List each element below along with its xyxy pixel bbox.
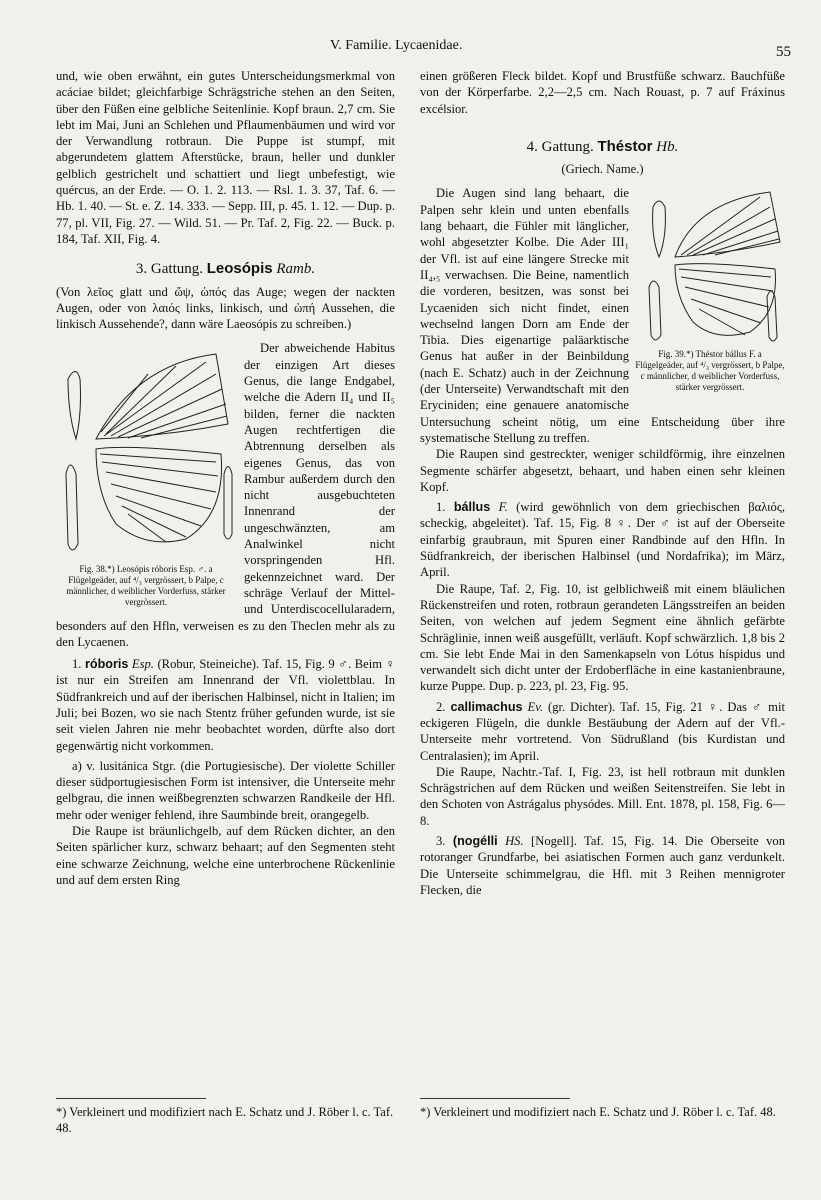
- hindwing-outline-39: [675, 264, 775, 336]
- species-ballus: 1. bállus F. (wird gewöhnlich von dem griechischen βαλιός, scheckig, abgeleitet). Taf. 15, Fig. 8 ♀. Der ♂ ist auf der Oberseite einfarbig graubraun, mit Spuren einer Randbinde auf den Hfln. In Südfrankreich, der iberischen Halbinsel (und Nordafrika); im März, April.: [420, 500, 785, 580]
- caterpillar-ballus: Die Raupe, Taf. 2, Fig. 10, ist gelblichweiß mit einem bläulichen Rückenstreifen und roten, rotbraun gerandeten Längsstreifen an beiden Seiten, von welchen auf jedem Segment eine ähnlich gefärbte Schräglinie, innen weiß ausgefüllt, verläuft. Kopf schwärzlich. 1,8 bis 2 cm. Sie lebt Ende Mai in den Samenkapseln von Lótus híspidus und verwandelt sich dicht unter der Erdoberfläche in eine kastanienbraune, kurze Puppe. Dup. p. 223, pl. 23, Fig. 95.: [420, 581, 785, 694]
- right-column: [420, 68, 785, 898]
- species-nogelli: 3. (nogélli HS. [Nogell]. Taf. 15, Fig. 14. Die Oberseite von rotoranger Grundfarbe, bei asiatischen Formen auch ganz verdunkelt. Die Unterseite schimmelgrau, die Hfl. mit 3 Reihen mennigroter Flecken, die: [420, 834, 786, 897]
- figure-39-caption: Fig. 39.*) Théstor bállus F. a Flügelgeäder, auf ⁴/₃ vergrössert, b Palpe, c männlicher, d weiblicher Vorderfuss, stärker vergrössert.: [635, 349, 785, 393]
- genus-description: Der abweichende Habitus der einzigen Art dieses Genus, die lange Endgabel, welche die Adern II₄ und II₅ bilden, ferner die nackten Augen rechtfertigen die Abtrennung derselben als eigenes Genus, das von Rambur außerdem durch den nicht ausgebuchteten Innenrand der ungeschwänzten, am Analwinkel nicht vorspringenden Hfl. gekennzeichnet ward. Der schräge Verlauf der Mittel- und Unterdiscocellularadern, besonders auf den Hfln, verweisen es zu den Theclen mehr als zu den Lycaenen.: [56, 341, 395, 649]
- species-roboris: 1. róboris Esp. (Robur, Steineiche). Taf. 15, Fig. 9 ♂. Beim ♀ ist nur ein Streifen am Innenrand der Vfl. violettblau. In Südfrankreich und auf der iberischen Halbinsel, nicht in Italien; im Juli; bei Bozen, wo sie nach Stentz früher gefunden wurde, ist sie seit vielen Jahren nie mehr beobachtet worden, dürfte also dort gegenwärtig nicht vorkommen.: [56, 657, 395, 753]
- footnote-right: *) Verkleinert und modifiziert nach E. Schatz und J. Röber l. c. Taf. 48.: [420, 1105, 776, 1119]
- hindwing-veins: [100, 454, 218, 542]
- species-callimachus: 2. callimachus Ev. (gr. Dichter). Taf. 15, Fig. 21 ♀. Das ♂ mit eckigeren Flügeln, die dunkle Bestäubung der Adern auf der Vfl.-Unterseite mehr vortretend. Von Südrußland (bis Kurdistan und Centralasien); im April.: [420, 699, 785, 763]
- foreleg-c: [66, 465, 78, 550]
- page-number: 55: [776, 44, 791, 60]
- caterpillar-general: Die Raupen sind gestreckter, weniger schildförmig, ihre einzelnen Segmente schärfer abgesetzt, behaart, und haben einen sehr kleinen Kopf.: [420, 447, 785, 494]
- palpe-b-39: [653, 201, 666, 257]
- palpe-b: [68, 372, 81, 440]
- foreleg-c-39: [649, 281, 661, 340]
- footnote-rule-right: [420, 1098, 570, 1099]
- etymology-thestor: (Griech. Name.): [561, 162, 644, 177]
- left-column: [56, 68, 395, 888]
- caterpillar-callimachus: Die Raupe, Nachtr.-Taf. I, Fig. 23, ist hell rotbraun mit dunklen Schrägstrichen auf dem Rücken und weißen Seitenstreifen. Sie lebt in den Schoten von Astrágalus physódes. Mill. Ent. 1878, pl. 158, Fig. 6—8.: [420, 764, 785, 828]
- genus-heading-leosopis: 3. Gattung. Leosópis Ramb.: [135, 260, 316, 278]
- wing-venation-drawing-38: [56, 344, 236, 562]
- footnote-left: *) Verkleinert und modifiziert nach E. Schatz und J. Röber l. c. Taf. 48.: [56, 1105, 394, 1135]
- etymology-note: (Von λεῖος glatt und ὤψ, ὠπός das Auge; wegen der nackten Augen, oder von λαιός links, linkisch, und ὠπή Aussehen, die linkisch Aussehende?, dann wäre Laeosópis zu schreiben.): [56, 284, 395, 332]
- genus-heading-thestor: 4. Gattung. Théstor Hb.: [526, 137, 679, 155]
- foreleg-d-39: [767, 291, 777, 341]
- genus-description-thestor: Die Augen sind lang behaart, die Palpen sehr klein und unten ebenfalls lang behaart, die Fühler mit länglicher, wohl abgesetzter Kolbe. Die Ader III₁ der Vfl. ist auf eine längere Strecke mit II₄,₅ verwachsen. Die Beine, namentlich die vorderen, besitzen, was sonst bei Lycaeniden sich nicht findet, einen wechselnd langen Dorn am Ende der Tibia. Dies eigenartige paläarktische Genus hat außer in der Beinbildung (nach E. Schatz) auch in der Zeichnung (der Unterseite) Verwandtschaft mit den Eryciniden; eine genauere anatomische Untersuchung scheint nötig, um eine Entscheidung über ihre systematische Stellung zu treffen.: [420, 186, 785, 445]
- figure-38-caption: Fig. 38.*) Leosópis róboris Esp. ♂. a Flügelgeäder, auf ⁴/₃ vergrössert, b Palpe, c männlicher, d weiblicher Vorderfuss, stärker vergrössert.: [66, 564, 226, 608]
- wing-venation-drawing-39: [635, 187, 785, 347]
- running-title: V. Familie. Lycaenidae.: [330, 38, 463, 53]
- figure-39: [635, 187, 785, 402]
- running-head: [0, 38, 821, 58]
- variety-lusitanica: a) v. lusitánica Stgr. (die Portugiesische). Der violette Schiller dieser südportugiesischen Form ist intensiver, die Unterseite mehr gelbgrau, die innen weißbegrenzten schwarzen Randkeile der Hfl. mehr oder weniger fehlend, ihre Saumbinde breit, orangegelb.: [56, 758, 395, 822]
- forewing-veins: [101, 362, 227, 438]
- paragraph-continuation: und, wie oben erwähnt, ein gutes Unterscheidungsmerkmal von acáciae bildet; gleichfarbige Schrägstriche stehen an den Seiten, über den Füßen eine gelbliche Seitenlinie. Kopf braun. 2,7 cm. Sie lebt im Mai, Juni an Schlehen und Pflaumenbäumen und wird vor der Verwandlung rotbraun. Die Puppe ist stumpf, mit abgerundetem glattem Afterstücke, braun, heller und dunkler gelblich gestrichelt und schattiert und liegt unbefestigt, wie quércus, an der Erde. — O. 1. 2. 113. — Rsl. 1. 3. 37, Taf. 6. — Hb. 1. 40. — St. e. Z. 14. 333. — Sepp. III, p. 45. 1. 12. — Dup. p. 77, pl. VII, Fig. 27. — Wild. 51. — Pr. Taf. 2, Fig. 22. — Buck. p. 184, Taf. XII, Fig. 4.: [56, 69, 395, 246]
- foreleg-d: [224, 467, 232, 540]
- caterpillar-roboris: Die Raupe ist bräunlichgelb, auf dem Rücken dichter, an den Seiten spärlicher kurz, schwarz behaart; auf den Segmenten steht eine schwarze Zeichnung, welche eine unterbrochene Rückenlinie und auf dem ersten Ring: [56, 824, 395, 887]
- footnote-rule-left: [56, 1098, 206, 1099]
- paragraph-continuation-right: einen größeren Fleck bildet. Kopf und Brustfüße schwarz. Bauchfüße von der Körperfarbe. 2,2—2,5 cm. Nach Rouast, p. 7 auf Fráxinus excélsior.: [420, 69, 785, 116]
- forewing-veins-39: [681, 197, 779, 255]
- figure-38: [56, 344, 236, 608]
